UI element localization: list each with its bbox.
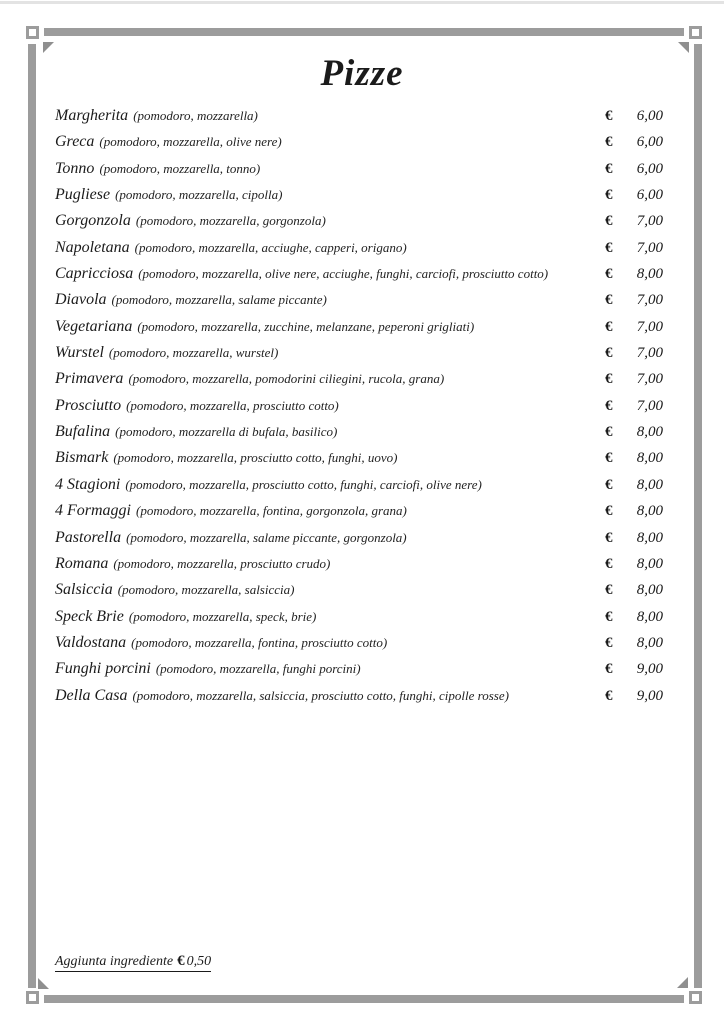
extra-ingredient-note (55, 953, 211, 972)
item-ingredients: (pomodoro, mozzarella, prosciutto crudo) (113, 555, 331, 571)
item-price: 6,00 (636, 187, 663, 204)
item-ingredients: (pomodoro, mozzarella, olive nere) (99, 134, 282, 150)
euro-currency-symbol: € (605, 450, 613, 467)
border-corner-square-top-left (26, 26, 39, 39)
euro-currency-symbol: € (177, 953, 185, 969)
euro-currency-symbol: € (605, 292, 613, 309)
border-corner-square-top-right (689, 26, 702, 39)
item-price-group (605, 292, 663, 309)
item-name: 4 Formaggi (55, 502, 131, 520)
item-ingredients: (pomodoro, mozzarella, prosciutto cotto, funghi, carciofi, olive nere) (125, 476, 482, 492)
item-price: 7,00 (636, 371, 663, 388)
item-ingredients: (pomodoro, mozzarella di bufala, basilico) (115, 424, 338, 440)
item-price-group (605, 266, 663, 283)
item-price: 8,00 (636, 476, 663, 493)
menu-item-row (55, 186, 663, 212)
item-name: Valdostana (55, 633, 127, 651)
item-price-group (605, 688, 663, 705)
item-price: 8,00 (636, 555, 663, 572)
item-name: Tonno (55, 159, 95, 177)
euro-currency-symbol: € (605, 134, 613, 151)
item-price-group (605, 398, 663, 415)
menu-item-row (55, 608, 663, 634)
item-ingredients: (pomodoro, mozzarella, acciughe, capperi, origano) (134, 239, 407, 255)
border-corner-square-bottom-right (689, 991, 702, 1004)
item-price: 6,00 (636, 108, 663, 124)
menu-item-row (55, 265, 663, 291)
item-name: Romana (55, 554, 109, 572)
item-ingredients: (pomodoro, mozzarella, prosciutto cotto, funghi, uovo) (113, 450, 398, 466)
item-name: Capricciosa (55, 265, 134, 283)
item-price-group (605, 450, 663, 467)
item-price: 7,00 (636, 345, 663, 362)
item-price: 7,00 (636, 318, 663, 335)
item-ingredients: (pomodoro, mozzarella, salame piccante, gorgonzola) (126, 529, 407, 545)
page-title: Pizze (320, 53, 404, 94)
euro-currency-symbol: € (605, 687, 613, 704)
item-price-group (605, 503, 663, 520)
euro-currency-symbol: € (605, 476, 613, 493)
euro-currency-symbol: € (605, 239, 613, 256)
item-name: Napoletana (55, 238, 130, 256)
item-name: Margherita (55, 107, 129, 124)
border-bar-right (694, 44, 702, 988)
menu-item-row (55, 160, 663, 186)
euro-currency-symbol: € (605, 266, 613, 283)
item-ingredients: (pomodoro, mozzarella, salame piccante) (111, 292, 327, 308)
euro-currency-symbol: € (605, 503, 613, 520)
item-ingredients: (pomodoro, mozzarella, fontina, gorgonzola, grana) (136, 503, 407, 519)
item-ingredients: (pomodoro, mozzarella, tonno) (99, 160, 261, 176)
item-price-group (605, 609, 663, 626)
extra-ingredient-label: Aggiunta ingrediente (55, 954, 174, 969)
item-ingredients: (pomodoro, mozzarella) (133, 108, 258, 123)
menu-item-row (55, 370, 663, 396)
euro-currency-symbol: € (605, 160, 613, 177)
item-name: Prosciutto (55, 396, 122, 414)
item-price-group (605, 530, 663, 547)
item-price: 6,00 (636, 160, 663, 177)
euro-currency-symbol: € (605, 187, 613, 204)
item-name: Funghi porcini (55, 660, 151, 678)
item-price-group (605, 371, 663, 388)
border-triangle-icon-bottom-left (38, 978, 49, 989)
extra-ingredient-price: 0,50 (186, 954, 212, 969)
item-price-group (605, 661, 663, 678)
border-triangle-icon-bottom-right (677, 977, 688, 988)
menu-item-row (55, 634, 663, 660)
item-price-group (605, 635, 663, 652)
euro-currency-symbol: € (605, 397, 613, 414)
item-price-group (605, 213, 663, 230)
border-corner-square-bottom-left (26, 991, 39, 1004)
item-ingredients: (pomodoro, mozzarella, wurstel) (108, 345, 279, 361)
item-price: 9,00 (636, 661, 663, 678)
euro-currency-symbol: € (605, 582, 613, 599)
item-price: 8,00 (636, 608, 663, 625)
item-price: 8,00 (636, 503, 663, 520)
scan-edge-artifact (0, 1, 724, 4)
item-name: Pastorella (55, 528, 122, 546)
item-price-group (605, 319, 663, 336)
item-name: Della Casa (55, 686, 128, 704)
item-ingredients: (pomodoro, mozzarella, salsiccia, prosciutto cotto, funghi, cipolle rosse) (132, 687, 509, 703)
euro-currency-symbol: € (605, 608, 613, 625)
item-ingredients: (pomodoro, mozzarella, gorgonzola) (135, 213, 326, 229)
item-price: 8,00 (636, 582, 663, 599)
item-name: Diavola (55, 291, 107, 309)
item-name: Gorgonzola (55, 212, 131, 230)
item-ingredients: (pomodoro, mozzarella, zucchine, melanzane, peperoni grigliati) (137, 318, 475, 334)
border-bar-top (44, 28, 684, 36)
item-name: Primavera (55, 370, 124, 388)
euro-currency-symbol: € (605, 555, 613, 572)
item-price-group (605, 187, 663, 204)
menu-item-row (55, 502, 663, 528)
item-name: 4 Stagioni (55, 475, 121, 493)
menu-item-row (55, 397, 663, 423)
item-ingredients: (pomodoro, mozzarella, fontina, prosciutto cotto) (131, 634, 388, 650)
item-price: 9,00 (636, 687, 663, 704)
item-price: 7,00 (636, 292, 663, 309)
item-name: Vegetariana (55, 317, 133, 335)
item-price-group (605, 582, 663, 599)
euro-currency-symbol: € (605, 371, 613, 388)
item-price: 7,00 (636, 239, 663, 256)
item-price-group (605, 161, 663, 178)
item-price-group (605, 424, 663, 441)
item-name: Bufalina (55, 423, 111, 441)
item-price: 7,00 (636, 397, 663, 414)
menu-item-row (55, 581, 663, 607)
item-ingredients: (pomodoro, mozzarella, cipolla) (115, 187, 283, 203)
item-price: 8,00 (636, 450, 663, 467)
item-name: Bismark (55, 449, 109, 467)
euro-currency-symbol: € (605, 424, 613, 441)
item-ingredients: (pomodoro, mozzarella, pomodorini ciliegini, rucola, grana) (128, 371, 445, 387)
item-ingredients: (pomodoro, mozzarella, speck, brie) (128, 608, 317, 624)
item-name: Salsiccia (55, 581, 113, 599)
menu-item-row (55, 529, 663, 555)
menu-item-row (55, 318, 663, 344)
menu-item-row (55, 660, 663, 686)
item-price-group (605, 345, 663, 362)
euro-currency-symbol: € (605, 529, 613, 546)
menu-item-row (55, 212, 663, 238)
border-bar-bottom (44, 995, 684, 1003)
item-price: 8,00 (636, 424, 663, 441)
item-price-group (605, 477, 663, 494)
item-price: 7,00 (636, 213, 663, 230)
item-price: 6,00 (636, 134, 663, 151)
item-name: Wurstel (55, 344, 104, 362)
item-price: 8,00 (636, 634, 663, 651)
menu-item-row (55, 555, 663, 581)
euro-currency-symbol: € (605, 108, 613, 124)
item-price-group (605, 556, 663, 573)
item-ingredients: (pomodoro, mozzarella, salsiccia) (117, 582, 295, 598)
menu-item-row (55, 291, 663, 317)
item-price-group (605, 108, 663, 125)
item-price-group (605, 240, 663, 257)
item-name: Speck Brie (55, 607, 124, 625)
menu-item-list (55, 107, 663, 713)
item-ingredients: (pomodoro, mozzarella, prosciutto cotto) (126, 397, 339, 413)
euro-currency-symbol: € (605, 661, 613, 678)
euro-currency-symbol: € (605, 318, 613, 335)
menu-item-row (55, 107, 663, 133)
menu-item-row (55, 423, 663, 449)
menu-item-row (55, 687, 663, 713)
item-name: Pugliese (55, 186, 111, 204)
euro-currency-symbol: € (605, 345, 613, 362)
item-price-group (605, 134, 663, 151)
menu-item-row (55, 344, 663, 370)
border-bar-left (28, 44, 36, 988)
menu-item-row (55, 133, 663, 159)
menu-item-row (55, 449, 663, 475)
menu-item-row (55, 239, 663, 265)
euro-currency-symbol: € (605, 213, 613, 230)
item-ingredients: (pomodoro, mozzarella, funghi porcini) (155, 661, 361, 677)
menu-item-row (55, 476, 663, 502)
item-price: 8,00 (636, 266, 663, 283)
item-price: 8,00 (636, 529, 663, 546)
euro-currency-symbol: € (605, 634, 613, 651)
item-ingredients: (pomodoro, mozzarella, olive nere, acciughe, funghi, carciofi, prosciutto cotto) (138, 266, 549, 282)
item-name: Greca (55, 133, 95, 151)
